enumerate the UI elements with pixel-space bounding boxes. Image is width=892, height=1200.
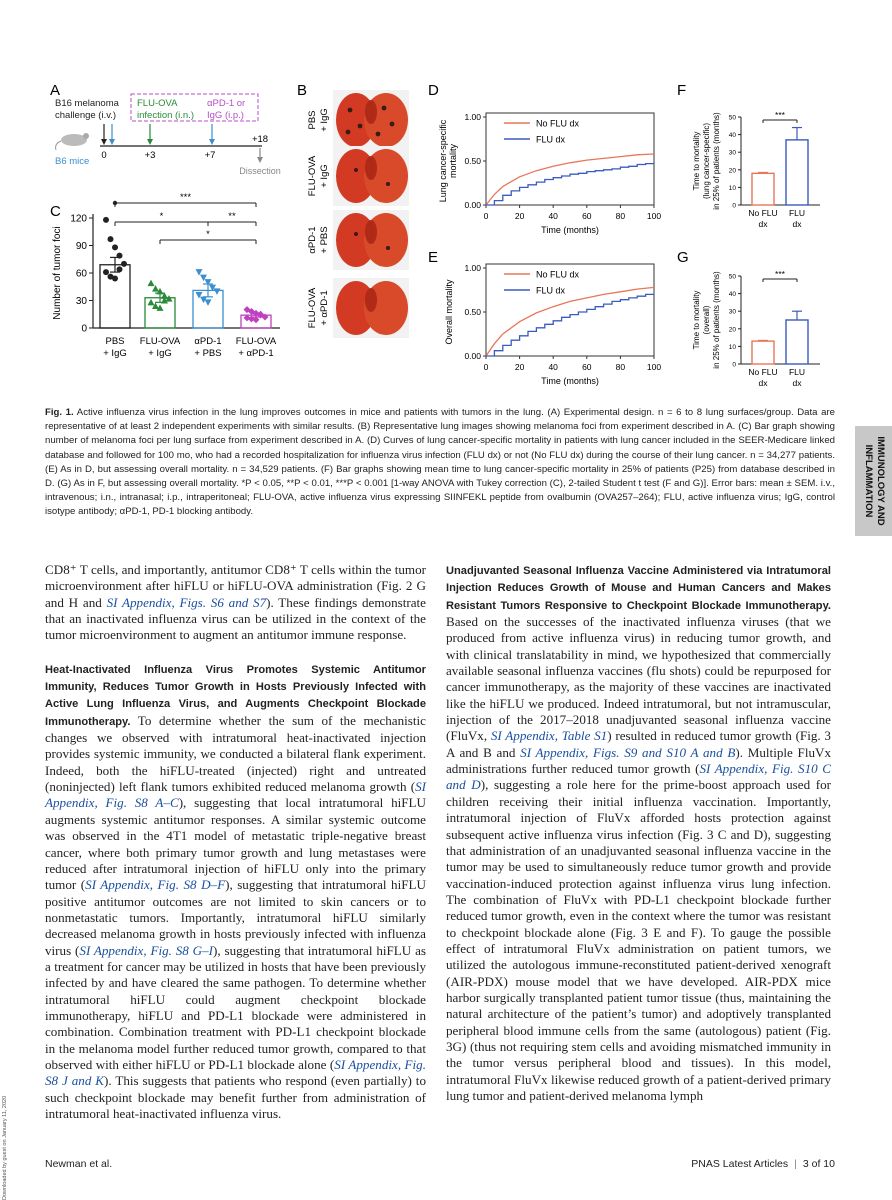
left-p2-text-5: ). This suggests that patients who respond (even partially) to such checkpoint blockade may benefit further from administration of intratumoral heat-inactivated influenza virus. xyxy=(45,1073,426,1121)
mice-label: B6 mice xyxy=(55,156,90,167)
y-tick-label: 30 xyxy=(728,308,736,316)
day-18: +18 xyxy=(251,134,269,145)
x-tick-label: 80 xyxy=(615,211,626,221)
lung-center xyxy=(365,156,377,180)
y-tick-label: 10 xyxy=(728,184,736,192)
panel-letter-e: E xyxy=(428,249,439,266)
melanoma-focus xyxy=(376,132,381,137)
b-row-label-2: + IgG xyxy=(319,108,330,132)
footer-separator: | xyxy=(794,1158,797,1170)
treatment-label: αPD-1 or xyxy=(207,98,246,109)
footer-authors: Newman et al. xyxy=(45,1158,113,1170)
lung-image xyxy=(333,278,409,338)
right-p1-text-3: ). Multiple FluVx administrations further reduced tumor growth ( xyxy=(446,744,832,777)
c-y-axis-label: Number of tumor foci xyxy=(52,226,63,320)
si-link[interactable]: SI Appendix, Figs. S9 and S10 A and B xyxy=(520,744,736,760)
x-tick-label: 100 xyxy=(646,362,662,372)
c-point-circle xyxy=(121,261,127,267)
left-paragraph-2 xyxy=(45,661,426,1123)
y-axis-label-3: in 25% of patients (months) xyxy=(712,112,721,210)
lung-center xyxy=(365,220,377,244)
y-tick-label: 0 xyxy=(732,361,736,369)
panel-letter-f: F xyxy=(677,82,687,99)
section-heading: Unadjuvanted Seasonal Influenza Vaccine Administered via Intratumoral Injection Reduces Growth of Mouse and Human Cancers and Makes Resistant Tumors Responsive to Checkpoint Blockade Immunotherapy. xyxy=(446,565,831,612)
c-point-triangle-down xyxy=(214,288,221,295)
left-p1-text-2: ). These findings demonstrate that an inactivated influenza virus can be utilized in the context of the tumor microenvironment to augment an antitumor immune response. xyxy=(45,594,426,643)
infection-label-2: infection (i.n.) xyxy=(137,110,195,121)
b-row-label-2: + αPD-1 xyxy=(319,290,330,326)
si-link[interactable]: SI Appendix, Fig. S8 D–F xyxy=(85,877,226,893)
x-tick-label: 100 xyxy=(646,211,662,221)
y-tick-label: 0.00 xyxy=(464,351,481,361)
left-p2-text-3: ), suggesting that intratumoral hiFLU positive antitumor outcomes are not limited to skin cancers or to nonmetastatic tumors. Importantly, intratumoral hiFLU similarly decreased melanoma growth in hosts previously infected with influenza virus ( xyxy=(45,877,426,958)
c-y-tick-label: 60 xyxy=(75,268,87,280)
c-point-triangle xyxy=(148,280,155,287)
challenge-arrowhead xyxy=(101,139,107,145)
category-label-2: dx xyxy=(792,378,802,388)
bar xyxy=(752,173,774,205)
y-tick-label: 0.50 xyxy=(464,156,481,166)
c-y-tick-label: 120 xyxy=(70,213,87,225)
right-p1-text: Based on the successes of the inactivated influenza viruses (that we produced from active influenza virus) in reducing tumor growth, and with clinical translatability in mind, we hypothesized that commercially available seasonal influenza vaccines (flu shots) could be repurposed for cancer immunotherapy, as the majority of these vaccines are inactivated like the hiFLU we produced. Indeed intratumoral, but not intramuscular, injection of the 2017–2018 unadjuvanted seasonal influenza vaccine (FluVx, xyxy=(446,614,831,744)
si-link[interactable]: SI Appendix, Fig. S10 C and D xyxy=(446,761,831,793)
c-group-label: αPD-1 xyxy=(194,336,222,347)
c-point-circle xyxy=(112,276,118,282)
x-tick-label: 40 xyxy=(548,362,558,372)
y-axis-label-2: (lung cancer-specific) xyxy=(702,122,711,200)
y-tick-label: 40 xyxy=(728,132,736,140)
category-label-2: dx xyxy=(758,219,768,229)
melanoma-focus xyxy=(358,124,363,129)
c-sig-stars: * xyxy=(206,229,210,240)
b-row-label: FLU-OVA xyxy=(307,287,318,329)
c-y-tick-label: 0 xyxy=(81,323,87,335)
lung-center xyxy=(365,288,377,312)
melanoma-focus xyxy=(382,106,387,111)
x-axis-label: Time (months) xyxy=(541,225,599,235)
si-link[interactable]: SI Appendix, Fig. S8 G–I xyxy=(79,942,214,958)
b-row-label: αPD-1 xyxy=(307,226,318,254)
panel-a-design xyxy=(55,94,281,176)
c-point-circle xyxy=(103,269,109,275)
y-tick-label: 30 xyxy=(728,149,736,157)
melanoma-focus xyxy=(346,130,351,135)
left-paragraph-1 xyxy=(45,562,426,644)
challenge-label-2: challenge (i.v.) xyxy=(55,110,117,121)
day-0: 0 xyxy=(101,150,107,161)
journal-name: PNAS Latest Articles xyxy=(691,1158,789,1170)
series-line-1 xyxy=(486,164,654,205)
bar xyxy=(786,140,808,205)
panel-e-chart xyxy=(444,263,661,386)
panel-d-chart xyxy=(438,112,661,235)
c-sig-dot xyxy=(113,201,117,205)
day-7: +7 xyxy=(204,150,216,161)
c-point-circle xyxy=(108,236,114,242)
y-axis-label-2: mortality xyxy=(448,143,458,179)
c-sig-stars: * xyxy=(159,211,164,222)
lung-image xyxy=(333,210,409,270)
side-tab-line-2: INFLAMMATION xyxy=(863,444,874,518)
melanoma-focus xyxy=(354,232,358,236)
y-tick-label: 1.00 xyxy=(464,263,481,273)
figure-caption xyxy=(45,406,835,520)
right-p1-text-4: ), suggesting a role here for the prime-boost approach used for children receiving their initial influenza vaccination. Importantly, intratumoral injection of FluVx afforded hosts protection against subsequent active influenza virus infection (Fig. 3 C and D), suggesting that administration of an unadjuvanted seasonal influenza vaccine in the tumor may be used to simultaneously reduce tumor growth and provide vaccination-induced protection against influenza virus lung infection. The combination of FluVx with PD-L1 checkpoint blockade further reduced tumor growth, even in the context where the tumor was resistant to checkpoint blockade alone (Fig. 3 E and F). To gauge the possible effect of intratumoral FluVx administration on patient tumors, we utilized the autologous immune-reconstituted patient-derived xenograft (AIR-PDX) mouse model that we have developed. AIR-PDX mice harbor surgically transplanted patient tumor tissue (thus, maintaining the natural architecture of the patient’s tumor) and adoptively transplanted peripheral blood immune cells from the same (autologous) patient (Fig. 3G) (thus not requiring stem cells and avoiding mismatched immunity in the tumor versus peripheral blood and tissues). In this model, intratumoral FluVx likewise reduced growth of a patient-derived primary lung tumor and patient-derived melanoma lymph xyxy=(446,777,831,1103)
page-number: 3 of 10 xyxy=(802,1158,835,1170)
x-tick-label: 20 xyxy=(514,211,525,221)
c-point-triangle-down xyxy=(205,299,212,306)
series-line-1 xyxy=(486,294,654,356)
c-group-label-2: + IgG xyxy=(103,348,127,359)
y-tick-label: 10 xyxy=(728,343,736,351)
c-point-circle xyxy=(103,217,109,223)
infection-label: FLU-OVA xyxy=(137,98,178,109)
melanoma-focus xyxy=(386,246,390,250)
mouse-icon xyxy=(56,133,89,150)
y-axis-label-1: Time to mortality xyxy=(692,131,701,191)
x-tick-label: 80 xyxy=(615,362,626,372)
y-tick-label: 0 xyxy=(732,202,736,210)
c-y-tick-label: 90 xyxy=(75,241,87,252)
category-label-2: dx xyxy=(792,219,802,229)
lung-image xyxy=(333,90,409,150)
si-link[interactable]: SI Appendix, Figs. S6 and S7 xyxy=(106,594,267,610)
x-tick-label: 20 xyxy=(514,362,525,372)
left-p2-text-4: ), suggesting that intratumoral hiFLU as a treatment for cancer may be utilized in hosts that have been previously infected by and have cleared the same pathogen. To determine whether intratumoral hiFLU could augment checkpoint blockade immunotherapy, hiFLU and PD-L1 blockade were administered in combination. Combination treatment with PD-L1 checkpoint blockade in the melanoma model further reduced tumor growth, compared to that observed with either hiFLU or PD-L1 blockade alone ( xyxy=(45,942,426,1072)
infection-arrowhead xyxy=(147,139,153,145)
melanoma-focus xyxy=(386,182,390,186)
left-p2-text: To determine whether the sum of the mechanistic changes we observed with intratumoral heat-inactivated injection provides systemic immunity, we conducted a bilateral flank experiment. Indeed, both the hiFLU-treated (injected) right and untreated (noninjected) left flank tumors exhibited reduced melanoma growth ( xyxy=(45,712,426,795)
c-point-triangle xyxy=(148,299,155,306)
legend-label: No FLU dx xyxy=(536,118,580,129)
x-axis-label: Time (months) xyxy=(541,376,599,386)
side-tab-line-1: IMMUNOLOGY AND xyxy=(875,436,886,526)
category-label: No FLU xyxy=(748,208,778,218)
c-y-tick-label: 30 xyxy=(75,296,87,307)
series-line-0 xyxy=(486,154,654,205)
x-tick-label: 0 xyxy=(483,211,489,221)
c-group-label: PBS xyxy=(105,336,125,347)
category-label: No FLU xyxy=(748,367,778,377)
treatment-label-2: IgG (i.p.) xyxy=(207,110,244,121)
c-point-circle xyxy=(117,266,123,272)
y-axis-label-1: Time to mortality xyxy=(692,290,701,350)
x-tick-label: 0 xyxy=(483,362,489,372)
side-tab-text xyxy=(855,426,892,536)
y-tick-label: 20 xyxy=(728,326,736,334)
y-tick-label: 50 xyxy=(728,114,736,122)
si-link[interactable]: SI Appendix, Table S1 xyxy=(490,728,608,744)
left-p1-text: CD8⁺ T cells, and importantly, antitumor CD8⁺ T cells within the tumor microenvironment after hiFLU or hiFLU-OVA administration (Fig. 2 G and H and xyxy=(45,562,426,610)
x-tick-label: 60 xyxy=(582,362,592,372)
section-heading: Heat-Inactivated Influenza Virus Promotes Systemic Antitumor Immunity, Reduces Tumor Growth in Hosts Previously Infected with Active Lung Influenza Virus, and Augments Checkpoint Blockade Immunotherapy. xyxy=(45,663,426,728)
lung-image xyxy=(333,146,409,206)
b-row-label: FLU-OVA xyxy=(307,155,318,197)
melanoma-focus xyxy=(390,122,395,127)
c-sig-stars: ** xyxy=(228,211,236,222)
legend-label: FLU dx xyxy=(536,285,566,296)
x-tick-label: 60 xyxy=(582,211,592,221)
download-note: Downloaded by guest on January 11, 2020 xyxy=(2,1095,8,1200)
dissection-arrowhead xyxy=(257,157,263,163)
day0-antibody-arrowhead xyxy=(109,139,115,145)
panel-b-lung-images xyxy=(307,90,409,338)
panel-letter-c: C xyxy=(50,203,61,220)
legend-label: FLU dx xyxy=(536,134,566,145)
lung-center xyxy=(365,100,377,124)
b-row-label: PBS xyxy=(307,110,318,130)
panel-f-chart xyxy=(692,110,820,229)
melanoma-focus xyxy=(348,108,353,113)
left-p2-text-2: ), suggesting that local intratumoral hiFLU augments systemic antitumor responses. A similar systemic outcome was observed in the 4T1 model of metastatic triple-negative breast cancer, where both primary tumor growth and lung metastases were reduced after intratumoral injection of hiFLU only into the primary tumor ( xyxy=(45,795,426,893)
c-point-circle xyxy=(117,253,123,259)
y-tick-label: 0.50 xyxy=(464,307,481,317)
panel-letter-a: A xyxy=(50,82,61,99)
sig-stars: *** xyxy=(775,110,785,120)
day-3: +3 xyxy=(144,150,156,161)
category-label-2: dx xyxy=(758,378,768,388)
c-group-label-2: + αPD-1 xyxy=(238,348,274,359)
y-axis-label-3: in 25% of patients (months) xyxy=(712,271,721,369)
y-tick-label: 50 xyxy=(728,273,736,281)
left-column xyxy=(45,562,426,1122)
c-group-label-2: + PBS xyxy=(194,348,222,359)
si-link[interactable]: SI Appendix, Fig. S8 A–C xyxy=(45,779,426,811)
category-label: FLU xyxy=(788,367,806,377)
right-paragraph-1 xyxy=(446,562,831,1104)
panel-c-chart xyxy=(52,192,280,359)
y-axis-label-2: (overall) xyxy=(702,305,711,335)
c-group-label-2: + IgG xyxy=(148,348,172,359)
panel-g-chart xyxy=(692,269,820,388)
b-row-label-2: + PBS xyxy=(319,226,330,254)
bar xyxy=(786,320,808,364)
caption-label: Fig. 1. xyxy=(45,407,74,418)
treatment-arrowhead xyxy=(209,139,215,145)
panel-letter-b: B xyxy=(297,82,308,99)
y-tick-label: 40 xyxy=(728,291,736,299)
dissection-label: Dissection xyxy=(239,166,281,176)
challenge-label: B16 melanoma xyxy=(55,98,119,109)
melanoma-focus xyxy=(354,168,358,172)
panel-letter-d: D xyxy=(428,82,439,99)
c-point-circle xyxy=(112,244,118,250)
y-axis-label: Overall mortality xyxy=(444,279,454,345)
c-group-label: FLU-OVA xyxy=(235,336,277,347)
bar xyxy=(752,341,774,364)
right-p1-text-2: ) resulted in reduced tumor growth (Fig. 3 A and B and xyxy=(446,728,831,760)
download-watermark xyxy=(2,1095,12,1200)
panel-letter-g: G xyxy=(677,249,689,266)
x-tick-label: 40 xyxy=(548,211,558,221)
right-column xyxy=(446,562,831,1104)
y-tick-label: 1.00 xyxy=(464,112,481,122)
legend-label: No FLU dx xyxy=(536,269,580,280)
b-row-label-2: + IgG xyxy=(319,164,330,188)
sig-stars: *** xyxy=(775,269,785,279)
y-tick-label: 0.00 xyxy=(464,200,481,210)
y-axis-label: Lung cancer-specific xyxy=(438,119,448,203)
section-side-tab xyxy=(855,426,892,536)
figure-1 xyxy=(0,0,892,400)
category-label: FLU xyxy=(788,208,806,218)
y-tick-label: 20 xyxy=(728,167,736,175)
footer-journal xyxy=(691,1158,835,1170)
caption-text: Active influenza virus infection in the lung improves outcomes in mice and patients with tumors in the lung. (A) Experimental design. n = 6 to 8 lung surfaces/group. Data are representative of at least 2 independent experiments with similar results. (B) Representative lung images showing melanoma foci from experiment described in A. (C) Bar graph showing number of melanoma foci per lung surface from experiment described in A. (D) Curves of lung cancer-specific mortality in patients with lung cancer included in the SEER-Medicare linked database and followed for 100 mo, who had a recorded hospitalization for influenza virus infection (FLU dx) or not (No FLU dx) during the course of their lung cancer. n = 34,277 patients. (E) As in D, but assessing overall mortality. n = 34,529 patients. (F) Bar graphs showing mean time to lung cancer-specific mortality in 25% of patients (P25) from database described in D. (G) As in F, but assessing overall mortality. *P < 0.05, **P < 0.01, ***P < 0.001 [1-way ANOVA with Tukey correction (C), 2-tailed Student t test (F and G)]. Error bars: mean ± SEM. i.v., intravenous; i.n., intranasal; i.p., intraperitoneal; FLU-OVA, active influenza virus expressing SIINFEKL peptide from ovalbumin (OVA257–264); FLU, active influenza virus; IgG, control isotype antibody; αPD-1, PD-1 blocking antibody. xyxy=(45,407,836,518)
c-sig-stars: *** xyxy=(179,192,192,203)
si-link[interactable]: SI Appendix, Fig. S8 J and K xyxy=(45,1056,426,1089)
c-group-label: FLU-OVA xyxy=(139,336,181,347)
